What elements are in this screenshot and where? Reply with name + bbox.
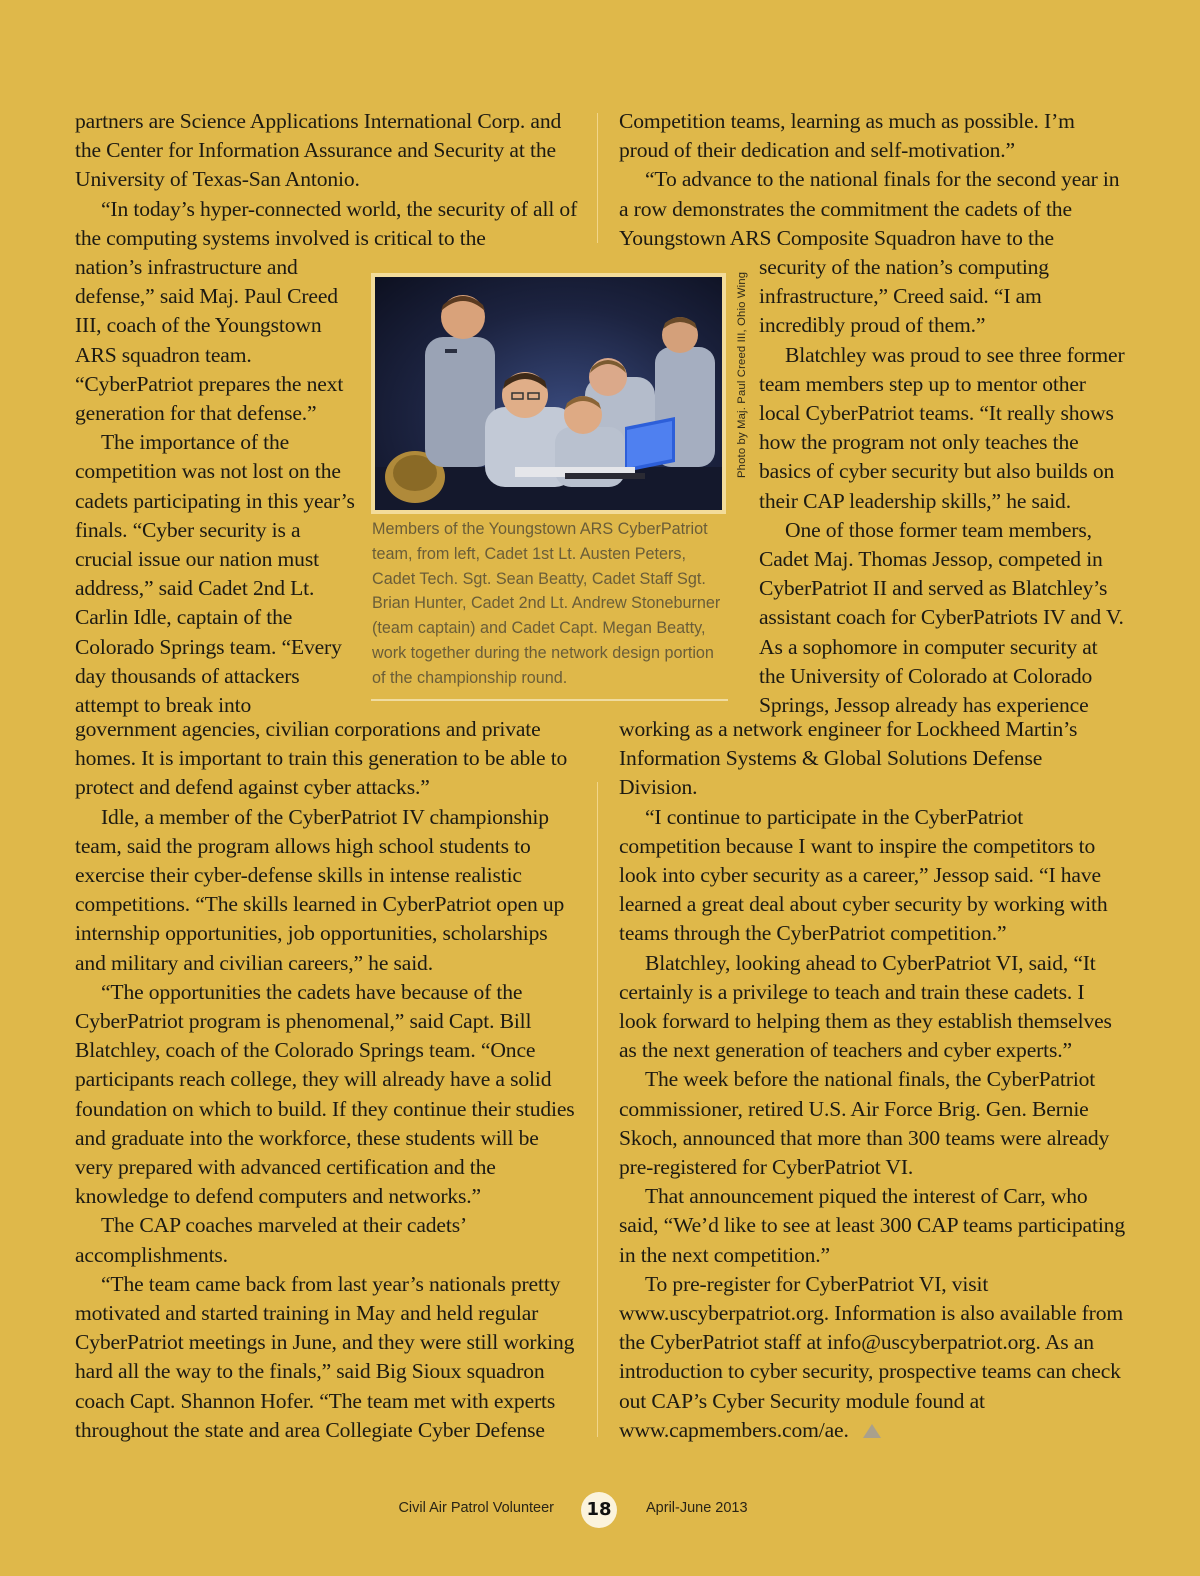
left-paragraph-1: partners are Science Applications International Corp. and the Center for Information Assurance and Security at the University of Texas-San Antonio. bbox=[75, 109, 562, 192]
right-column-top bbox=[619, 107, 1125, 253]
photo-caption: Members of the Youngstown ARS CyberPatriot team, from left, Cadet 1st Lt. Austen Peters, Cadet Tech. Sgt. Sean Beatty, Cadet Staff Sgt. Brian Hunter, Cadet 2nd Lt. Andrew Stoneburner (team captain) and Cadet Capt. Megan Beatty, work together during the network design portion of the championship round. bbox=[372, 520, 721, 687]
right-paragraph-4-wrap: One of those former team members, Cadet Maj. Thomas Jessop, competed in CyberPatriot II and served as Blatchley’s assistant coach for CyberPatriots IV and V. As a sophomore in computer security at the University of Colorado at Colorado Springs, Jessop already has experience bbox=[759, 517, 1124, 718]
right-paragraph-7: The week before the national finals, the CyberPatriot commissioner, retired U.S. Air Force Brig. Gen. Bernie Skoch, announced that more than 300 teams were already pre-registered for CyberPatriot VI. bbox=[619, 1067, 1110, 1180]
right-paragraph-4-rest: working as a network engineer for Lockheed Martin’s Information Systems & Global Solutions Defense Division. bbox=[619, 717, 1078, 800]
end-of-story-triangle-icon bbox=[863, 1424, 881, 1438]
photo-frame bbox=[371, 273, 726, 514]
page-footer bbox=[0, 1492, 1200, 1528]
column-divider-bottom bbox=[597, 782, 598, 1437]
photo-credit: Photo by Maj. Paul Creed III, Ohio Wing bbox=[736, 271, 748, 478]
left-paragraph-3-wrap: The importance of the competition was not lost on the cadets participating in this year’s finals. “Cyber security is a crucial issue our nation must address,” said Cadet 2nd Lt. Carlin Idle, captain of the Colorado Springs team. “Every day thousands of attackers attempt to break into bbox=[75, 430, 355, 718]
right-column-wrap bbox=[759, 253, 1125, 720]
column-divider-top bbox=[597, 113, 598, 243]
left-paragraph-6: The CAP coaches marveled at their cadets’ accomplishments. bbox=[75, 1213, 466, 1267]
left-paragraph-7: “The team came back from last year’s nationals pretty motivated and started training in May and held regular CyberPatriot meetings in June, and they were still working hard all the way to the finals,” said Big Sioux squadron coach Capt. Shannon Hofer. “The team met with experts throughout the state and area Collegiate Cyber Defense bbox=[75, 1271, 575, 1442]
left-paragraph-3-rest: government agencies, civilian corporations and private homes. It is important to train this generation to be able to protect and defend against cyber attacks.” bbox=[75, 717, 568, 800]
issue-date: April-June 2013 bbox=[646, 1500, 748, 1516]
team-photo-illustration bbox=[375, 277, 722, 510]
right-paragraph-9-text: To pre-register for CyberPatriot VI, visit www.uscyberpatriot.org. Information is also available from the CyberPatriot staff at info@uscyberpatriot.org. As an introduction to cyber security, prospective teams can check out CAP’s Cyber Security module found at www.capmembers.com/ae. bbox=[619, 1271, 1124, 1442]
left-paragraph-4: Idle, a member of the CyberPatriot IV championship team, said the program allows high school students to exercise their cyber-defense skills in intense realistic competitions. “The skills learned in CyberPatriot open up internship opportunities, job opportunities, scholarships and military and civilian careers,” he said. bbox=[75, 804, 565, 975]
team-photo bbox=[375, 277, 722, 510]
right-paragraph-2-wrap: security of the nation’s computing infrastructure,” Creed said. “I am incredibly proud of them.” bbox=[759, 255, 1049, 338]
right-column-bottom bbox=[619, 715, 1125, 1445]
left-paragraph-5: “The opportunities the cadets have because of the CyberPatriot program is phenomenal,” said Capt. Bill Blatchley, coach of the Colorado Springs team. “Once participants reach college, they will already have a solid foundation on which to build. If they continue their studies and graduate into the workforce, these students will be very prepared with advanced certification and the knowledge to defend computers and networks.” bbox=[75, 979, 575, 1209]
left-column-bottom bbox=[75, 715, 579, 1445]
left-column-top bbox=[75, 107, 579, 253]
publication-name: Civil Air Patrol Volunteer bbox=[398, 1500, 554, 1516]
right-paragraph-6: Blatchley, looking ahead to CyberPatriot VI, said, “It certainly is a privilege to teach and train these cadets. I look forward to helping them as they establish themselves as the next generation of teachers and cyber experts.” bbox=[619, 950, 1112, 1063]
right-paragraph-5: “I continue to participate in the CyberPatriot competition because I want to inspire the competitors to look into cyber security as a career,” Jessop said. “I have learned a great deal about cyber security by working with teams through the CyberPatriot competition.” bbox=[619, 804, 1108, 946]
left-column-wrap bbox=[75, 253, 357, 720]
right-paragraph-9 bbox=[619, 1270, 1125, 1445]
caption-divider bbox=[371, 699, 728, 701]
right-paragraph-2-top: “To advance to the national finals for the second year in a row demonstrates the commitment the cadets of the Youngstown ARS Composite Squadron have to the bbox=[619, 167, 1120, 250]
right-paragraph-1: Competition teams, learning as much as possible. I’m proud of their dedication and self-motivation.” bbox=[619, 109, 1075, 163]
left-paragraph-2-top: “In today’s hyper-connected world, the security of all of the computing systems involved is critical to the bbox=[75, 196, 578, 250]
right-paragraph-8: That announcement piqued the interest of Carr, who said, “We’d like to see at least 300 CAP teams participating in the next competition.” bbox=[619, 1184, 1125, 1267]
left-paragraph-2-wrap: nation’s infrastructure and defense,” said Maj. Paul Creed III, coach of the Youngstown ARS squadron team. “CyberPatriot prepares the next generation for that defense.” bbox=[75, 255, 344, 426]
page-number-badge: 18 bbox=[581, 1492, 617, 1528]
right-paragraph-3-wrap: Blatchley was proud to see three former team members step up to mentor other local CyberPatriot teams. “It really shows how the program not only teaches the basics of cyber security but also builds on their CAP leadership skills,” he said. bbox=[759, 342, 1125, 513]
